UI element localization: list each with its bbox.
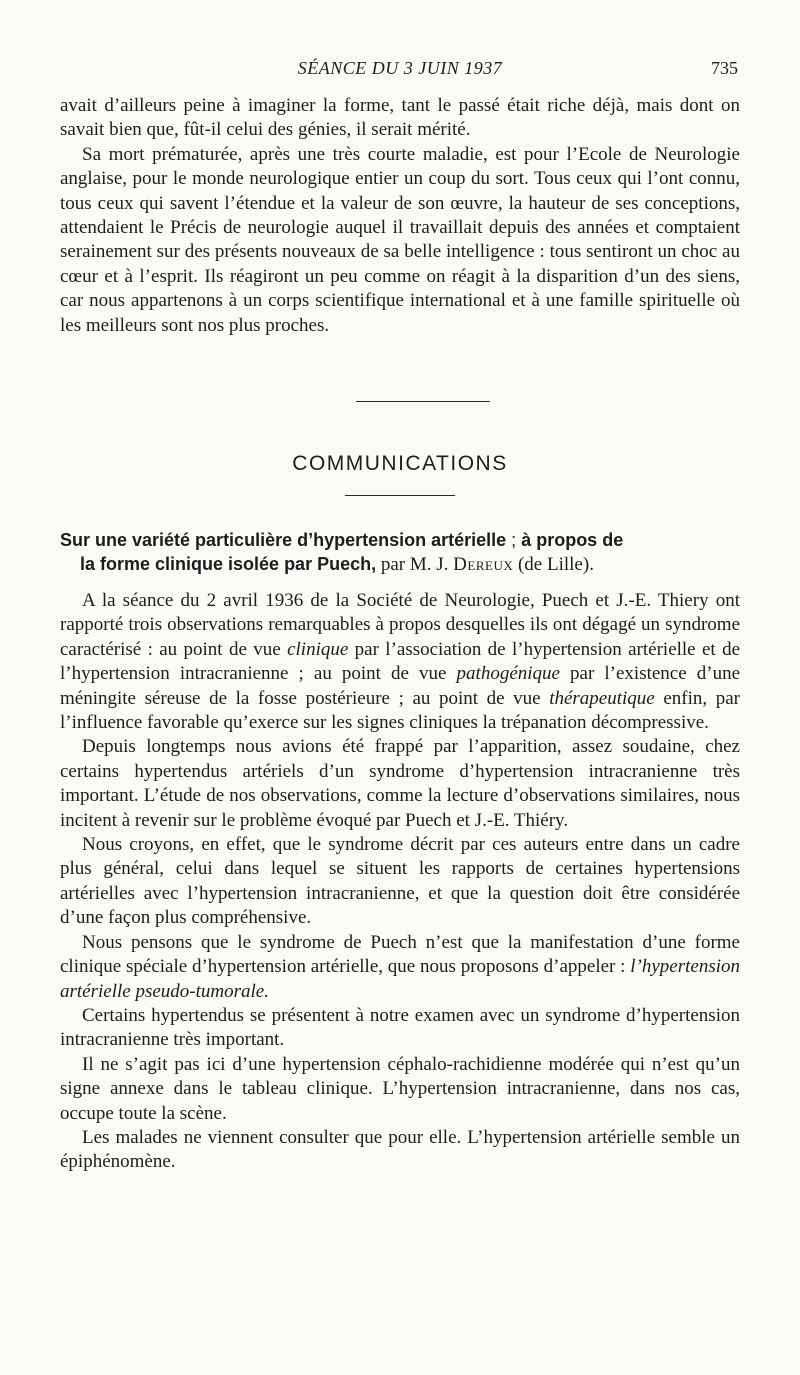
author-name: Dereux (453, 554, 514, 576)
paragraph: Nous pensons que le syndrome de Puech n’est que la manifestation d’une forme clinique spéciale d’hypertension artérielle, que nous proposons d’appeler : l’hypertension artérielle pseudo-tumorale. (60, 931, 740, 1002)
title-part: à propos de (521, 530, 624, 550)
divider (345, 495, 455, 496)
title-part: la forme clinique isolée par Puech, (80, 554, 377, 575)
italic-term: pathogénique (456, 663, 560, 685)
title-byline: par M. J. (376, 554, 454, 576)
italic-term: l’hypertension artérielle pseudo-tumorale. (60, 956, 740, 1002)
section-heading: COMMUNICATIONS (292, 452, 508, 475)
italic-term: thérapeutique (549, 687, 655, 709)
paragraph: Les malades ne viennent consulter que pour elle. L’hypertension artérielle semble un épiphénomène. (60, 1126, 740, 1173)
paragraph: Sa mort prématurée, après une très courte maladie, est pour l’Ecole de Neurologie anglaise, pour le monde neurologique entier un coup du sort. Tous ceux qui l’ont connu, tous ceux qui savent l’étendue et la valeur de son œuvre, la hauteur de ses conceptions, attendaient le Précis de neurologie auquel il travaillait depuis des années et comptaient serainement sur des présents nouveaux de sa belle intelligence : tous sentiront un choc au cœur et à l’esprit. Ils réagiront un peu comme on réagit à la disparition d’un des siens, car nous appartenons à un corps scientifique international et à une famille spirituelle où les meilleurs sont nos plus proches. (60, 143, 740, 336)
paragraph: Il ne s’agit pas ici d’une hypertension céphalo-rachidienne modérée qui n’est qu’un signe annexe dans le tableau clinique. L’hypertension intracranienne, dans nos cas, occupe toute la scène. (60, 1053, 740, 1124)
italic-term: clinique (287, 638, 349, 660)
paragraph: A la séance du 2 avril 1936 de la Société de Neurologie, Puech et J.-E. Thiery ont rapporté trois observations remarquables à propos desquelles ils ont dégagé un syndrome caractérisé : au point de vue clinique par l’association de l’hypertension artérielle et de l’hypertension intracranienne ; au point de vue pathogénique par l’existence d’une méningite séreuse de la fosse postérieure ; au point de vue thérapeutique enfin, par l’influence favorable qu’exerce sur les signes cliniques la trépanation décompressive. (60, 590, 741, 734)
page-number: 735 (711, 58, 738, 78)
paragraph: Certains hypertendus se présentent à notre examen avec un syndrome d’hypertension intracranienne très important. (60, 1004, 740, 1051)
running-title: SÉANCE DU 3 JUIN 1937 (297, 58, 503, 78)
paragraph: Depuis longtemps nous avions été frappé par l’apparition, assez soudaine, chez certains hypertendus artériels d’un syndrome d’hypertension intracranienne très important. L’étude de nos observations, comme la lecture d’observations similaires, nous incitent à revenir sur le problème évoqué par Puech et J.-E. Thiéry. (60, 736, 740, 831)
author-place: (de Lille). (513, 554, 594, 576)
previous-article-text (60, 94, 740, 338)
title-part: Sur une variété particulière d’hypertension artérielle (60, 530, 507, 550)
paragraph: Nous croyons, en effet, que le syndrome décrit par ces auteurs entre dans un cadre plus général, celui dans lequel se situent les rapports de certaines hypertensions artérielles avec l’hypertension intracranienne, et que la question doit être considérée d’une façon plus compréhensive. (60, 834, 740, 929)
article-body (60, 589, 740, 1175)
page-header (60, 58, 740, 86)
article-title (60, 528, 740, 578)
divider (356, 401, 490, 402)
title-separator: ; (506, 530, 522, 550)
paragraph: avait d’ailleurs peine à imaginer la forme, tant le passé était riche déjà, mais dont on savait bien que, fût-il celui des génies, il serait mérité. (60, 95, 740, 141)
